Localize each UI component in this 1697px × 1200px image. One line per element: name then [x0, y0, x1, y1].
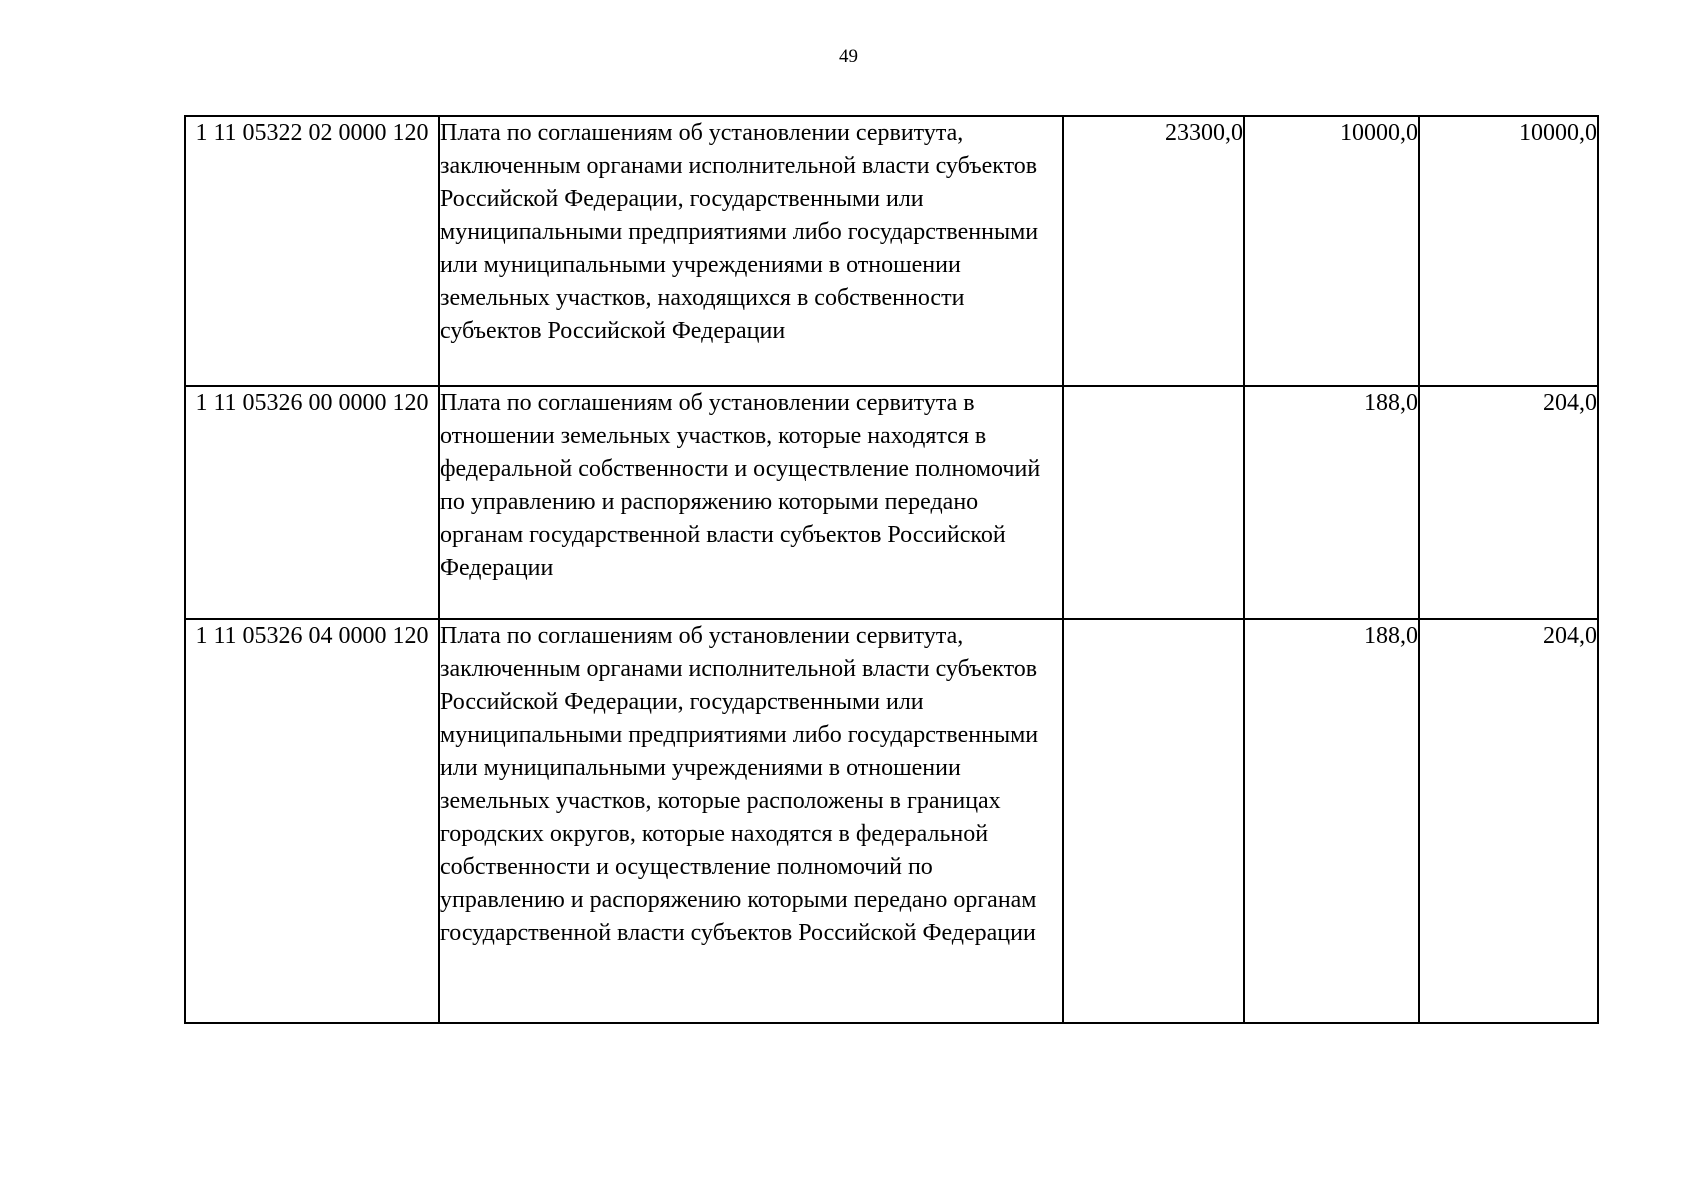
value-cell-3: 204,0: [1419, 386, 1598, 619]
value-cell-2: 188,0: [1244, 386, 1419, 619]
table-row: [185, 386, 1598, 619]
budget-code-cell: 1 11 05326 04 0000 120: [185, 619, 439, 1023]
value-cell-3: 10000,0: [1419, 116, 1598, 386]
value-cell-1: [1063, 619, 1244, 1023]
description-cell: Плата по соглашениям об установлении сервитута, заключенным органами исполнительной власти субъектов Российской Федерации, государственными или муниципальными предприятиями либо государственными или муниципальными учреждениями в отношении земельных участков, которые расположены в границах городских округов, которые находятся в федеральной собственности и осуществление полномочий по управлению и распоряжению которыми передано органам государственной власти субъектов Российской Федерации: [439, 619, 1063, 1023]
budget-code-cell: 1 11 05322 02 0000 120: [185, 116, 439, 386]
value-cell-2: 188,0: [1244, 619, 1419, 1023]
budget-code-cell: 1 11 05326 00 0000 120: [185, 386, 439, 619]
description-cell: Плата по соглашениям об установлении сервитута в отношении земельных участков, которые находятся в федеральной собственности и осуществление полномочий по управлению и распоряжению которыми передано органам государственной власти субъектов Российской Федерации: [439, 386, 1063, 619]
table-row: [185, 619, 1598, 1023]
page-number: 49: [839, 46, 858, 67]
budget-table: [184, 115, 1599, 1024]
value-cell-1: 23300,0: [1063, 116, 1244, 386]
value-cell-1: [1063, 386, 1244, 619]
value-cell-2: 10000,0: [1244, 116, 1419, 386]
description-cell: Плата по соглашениям об установлении сервитута, заключенным органами исполнительной власти субъектов Российской Федерации, государственными или муниципальными предприятиями либо государственными или муниципальными учреждениями в отношении земельных участков, находящихся в собственности субъектов Российской Федерации: [439, 116, 1063, 386]
value-cell-3: 204,0: [1419, 619, 1598, 1023]
table-row: [185, 116, 1598, 386]
